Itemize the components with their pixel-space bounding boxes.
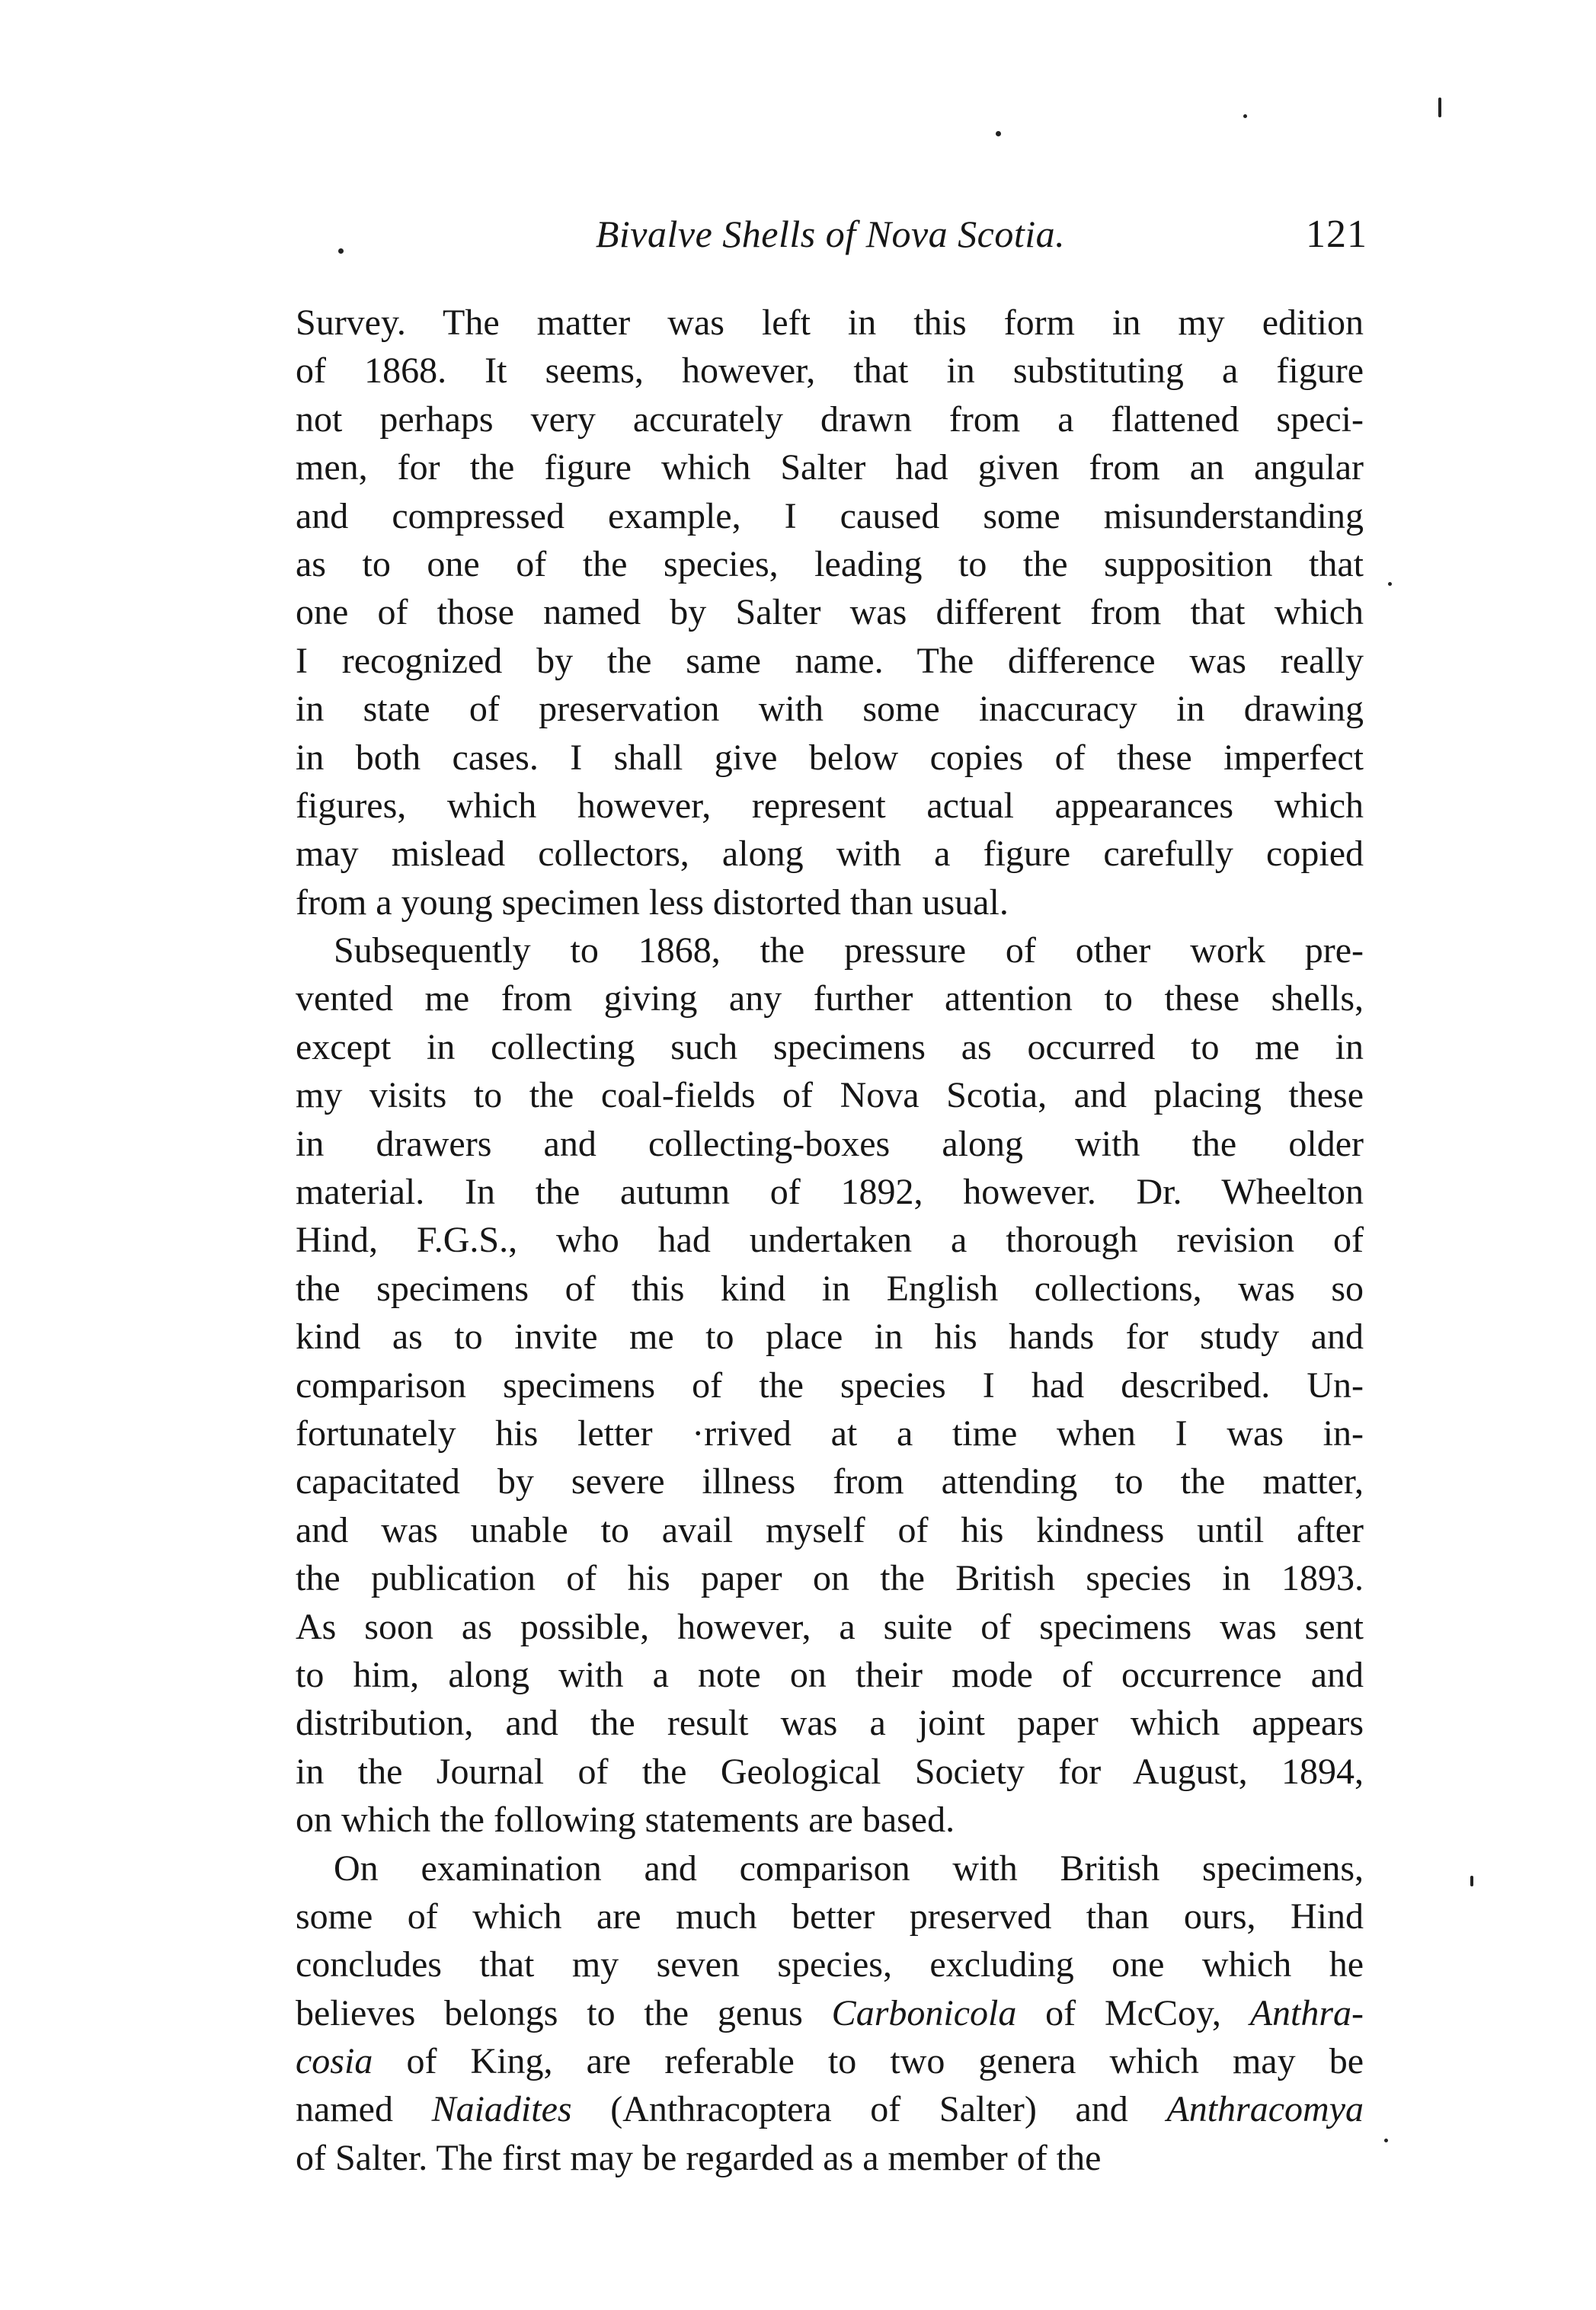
text-line xyxy=(296,1940,1364,1988)
text-span: material. In the autumn of 1892, however. Dr. Wheelton xyxy=(296,1172,1364,1213)
text-span: in the Journal of the Geological Society for August, 1894, xyxy=(296,1751,1364,1792)
page-number: 121 xyxy=(1306,213,1367,256)
print-speck xyxy=(1243,114,1247,118)
text-line xyxy=(296,1892,1364,1940)
italic-text: Anthra- xyxy=(1249,1992,1364,2033)
text-line xyxy=(296,1216,1364,1264)
text-span: Hind, F.G.S., who had undertaken a thorough revision of xyxy=(296,1220,1364,1261)
text-span: of Salter. The first may be regarded as a member of the xyxy=(296,2137,1102,2178)
text-line xyxy=(296,734,1364,782)
text-span: fortunately his letter ·rrived at a time when I was in- xyxy=(296,1413,1364,1454)
text-span: believes belongs to the genus xyxy=(296,1992,832,2033)
text-span: comparison specimens of the species I had described. Un- xyxy=(296,1365,1364,1406)
text-span: may mislead collectors, along with a figure carefully copied xyxy=(296,833,1364,875)
text-line xyxy=(296,926,1364,974)
text-line xyxy=(296,1168,1364,1216)
text-span: vented me from giving any further attention to these shells, xyxy=(296,978,1364,1019)
text-span: my visits to the coal-fields of Nova Scotia, and placing these xyxy=(296,1075,1364,1116)
text-span: of 1868. It seems, however, that in substituting a figure xyxy=(296,350,1364,392)
print-speck xyxy=(1388,582,1392,586)
text-line xyxy=(296,1409,1364,1457)
print-speck xyxy=(996,131,1001,136)
paragraph xyxy=(296,926,1364,1844)
text-line xyxy=(296,2134,1364,2182)
text-line xyxy=(296,637,1364,685)
text-span: I recognized by the same name. The difference was really xyxy=(296,640,1364,681)
text-span: figures, which however, represent actual appearances which xyxy=(296,785,1364,826)
text-line xyxy=(296,2085,1364,2133)
text-span: the publication of his paper on the British species in 1893. xyxy=(296,1558,1364,1599)
body-text xyxy=(296,299,1364,2182)
text-line xyxy=(296,782,1364,830)
text-span: distribution, and the result was a joint paper which appears xyxy=(296,1703,1364,1744)
text-line xyxy=(296,1023,1364,1071)
italic-text: Anthracomya xyxy=(1166,2089,1364,2130)
text-line xyxy=(296,299,1364,347)
text-line xyxy=(296,588,1364,636)
text-line xyxy=(296,974,1364,1022)
text-line xyxy=(296,1699,1364,1747)
paragraph xyxy=(296,299,1364,926)
text-span: and compressed example, I caused some misunderstanding xyxy=(296,495,1364,536)
text-span: kind as to invite me to place in his hands for study and xyxy=(296,1317,1364,1358)
text-line xyxy=(296,1313,1364,1361)
text-span: from a young specimen less distorted than usual. xyxy=(296,881,1009,923)
text-line xyxy=(296,1071,1364,1119)
text-span: Survey. The matter was left in this form in my edition xyxy=(296,302,1364,343)
text-line xyxy=(296,1120,1364,1168)
italic-text: Carbonicola xyxy=(831,1992,1017,2033)
text-line xyxy=(296,878,1364,926)
text-line xyxy=(296,492,1364,540)
text-line xyxy=(296,685,1364,733)
text-span: of McCoy, xyxy=(1016,1992,1250,2033)
text-span: except in collecting such specimens as occurred to me in xyxy=(296,1026,1364,1067)
text-line xyxy=(296,1651,1364,1699)
text-line xyxy=(296,1554,1364,1602)
text-span: As soon as possible, however, a suite of specimens was sent xyxy=(296,1606,1364,1647)
text-span: in state of preservation with some inaccuracy in drawing xyxy=(296,689,1364,730)
text-span: in drawers and collecting-boxes along with the older xyxy=(296,1123,1364,1164)
text-span: on which the following statements are based. xyxy=(296,1800,955,1841)
text-span: capacitated by severe illness from attending to the matter, xyxy=(296,1461,1364,1502)
text-span: as to one of the species, leading to the supposition that xyxy=(296,543,1364,584)
print-speck xyxy=(1438,98,1441,117)
print-speck xyxy=(1470,1876,1473,1886)
text-span: men, for the figure which Salter had given from an angular xyxy=(296,447,1364,488)
text-span: of King, are referable to two genera which may be xyxy=(373,2041,1364,2082)
text-span: named xyxy=(296,2089,432,2130)
text-span: one of those named by Salter was different from that which xyxy=(296,592,1364,633)
text-line xyxy=(296,1796,1364,1844)
italic-text: Naiadites xyxy=(431,2089,572,2130)
text-span: some of which are much better preserved than ours, Hind xyxy=(296,1896,1364,1937)
text-line xyxy=(296,1506,1364,1554)
text-line xyxy=(296,1844,1364,1892)
text-line xyxy=(296,830,1364,878)
italic-text: cosia xyxy=(296,2041,373,2082)
text-line xyxy=(296,1748,1364,1796)
running-header xyxy=(293,212,1367,265)
text-span: On examination and comparison with British specimens, xyxy=(334,1848,1364,1889)
text-line xyxy=(296,347,1364,395)
text-line xyxy=(296,1603,1364,1651)
text-span: concludes that my seven species, excluding one which he xyxy=(296,1944,1364,1985)
text-span: in both cases. I shall give below copies of these imperfect xyxy=(296,737,1364,778)
text-line xyxy=(296,1361,1364,1409)
print-speck xyxy=(1384,2139,1388,2142)
text-line xyxy=(296,443,1364,491)
text-span: to him, along with a note on their mode of occurrence and xyxy=(296,1654,1364,1695)
text-span: not perhaps very accurately drawn from a flattened speci- xyxy=(296,398,1364,440)
text-line xyxy=(296,1265,1364,1313)
text-span: the specimens of this kind in English collections, was so xyxy=(296,1268,1364,1309)
text-line xyxy=(296,2037,1364,2085)
running-title: Bivalve Shells of Nova Scotia. xyxy=(595,213,1066,255)
text-span: (Anthracoptera of Salter) and xyxy=(571,2089,1167,2130)
text-span: and was unable to avail myself of his kindness until after xyxy=(296,1509,1364,1550)
text-line xyxy=(296,1457,1364,1505)
paragraph xyxy=(296,1844,1364,2183)
text-line xyxy=(296,540,1364,588)
text-span: Subsequently to 1868, the pressure of other work pre- xyxy=(334,930,1364,971)
text-line xyxy=(296,1989,1364,2037)
text-line xyxy=(296,395,1364,443)
